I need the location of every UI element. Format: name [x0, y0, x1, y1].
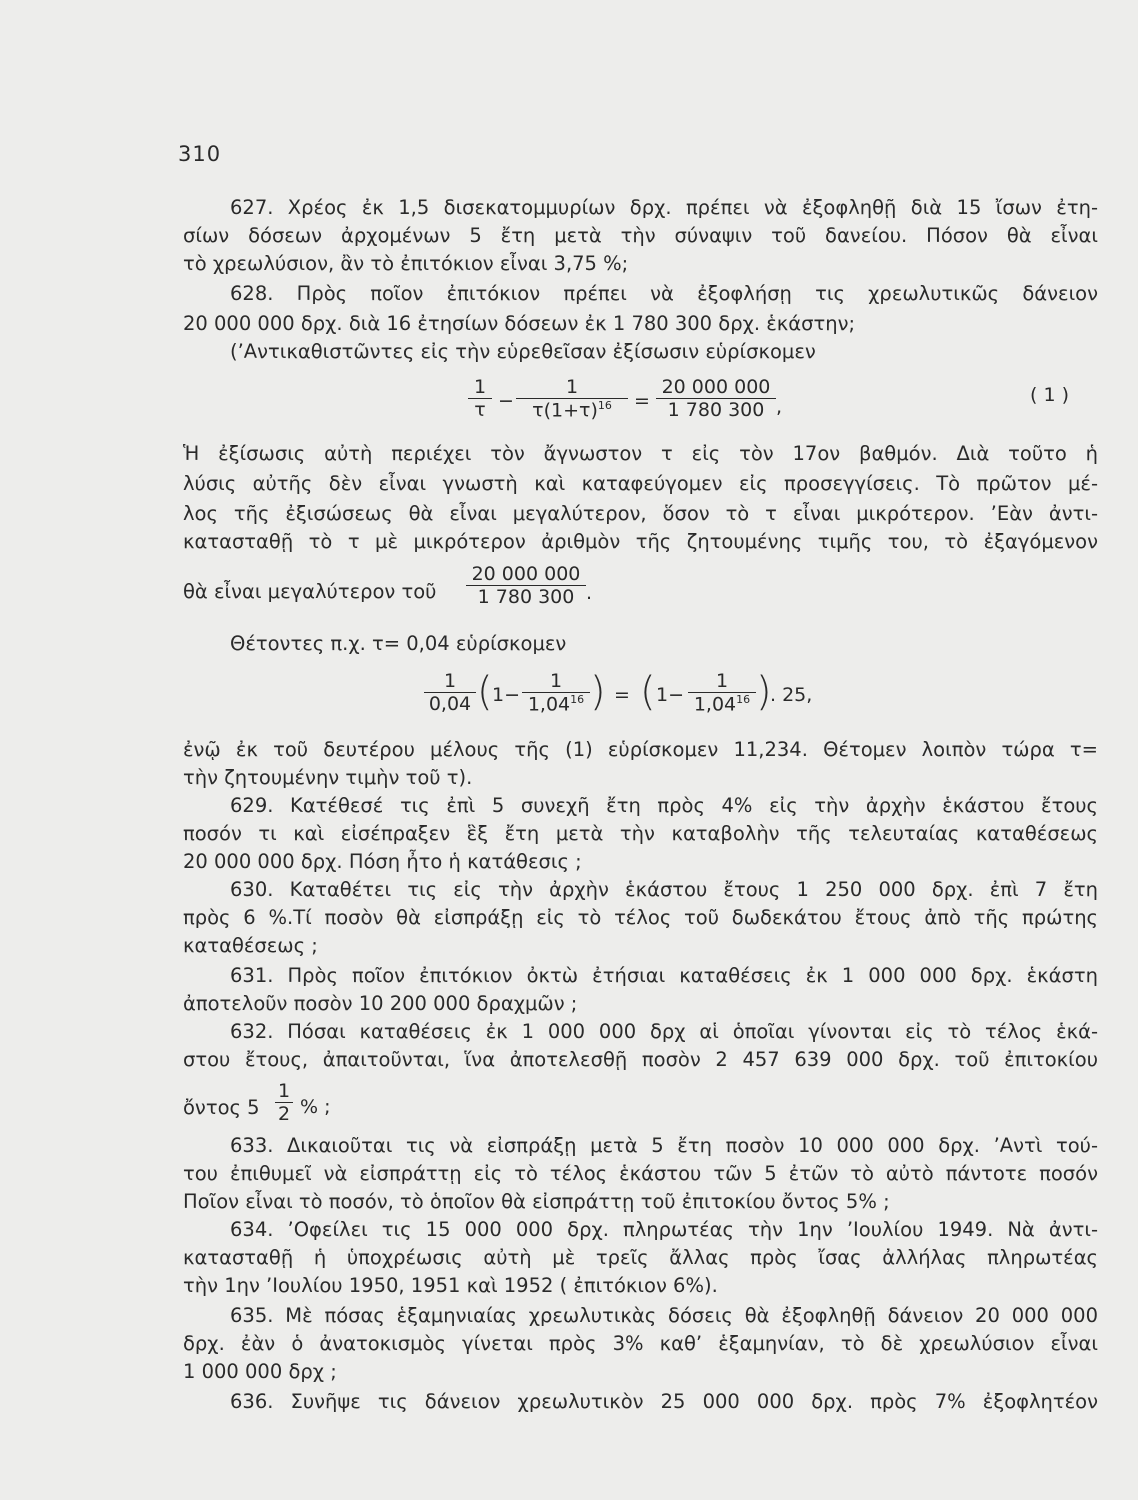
text-line: πρὸς 6 %.Τί ποσὸν θὰ εἰσπράξῃ εἰς τὸ τέλος τοῦ δωδεκάτου ἔτους ἀπὸ τῆς πρώτης	[183, 906, 1098, 929]
text-line: 20 000 000 δρχ. Πόση ἦτο ἡ κατάθεσις ;	[183, 850, 582, 873]
one-minus: 1−	[656, 684, 685, 706]
text-line: 630. Καταθέτει τις εἰς τὴν ἀρχὴν ἑκάστου ἔτους 1 250 000 δρχ. ἐπὶ 7 ἔτη	[230, 878, 1098, 901]
left-paren: (	[640, 669, 656, 715]
text-line: τὸ χρεωλύσιον, ἂν τὸ ἐπιτόκιον εἶναι 3,75 %;	[183, 252, 629, 275]
text-line: 633. Δικαιοῦται τις νὰ εἰσπράξῃ μετὰ 5 ἔτη ποσὸν 10 000 000 δρχ. ’Αντὶ τού-	[230, 1134, 1098, 1157]
text-line: λύσις αὐτῆς δὲν εἶναι γνωστὴ καὶ καταφεύγομεν εἰς προσεγγίσεις. Τὸ πρῶτον μέ-	[183, 472, 1098, 495]
text-line: 627. Χρέος ἐκ 1,5 δισεκατομμυρίων δρχ. πρέπει νὰ ἐξοφληθῇ διὰ 15 ἴσων ἐτη-	[230, 196, 1098, 219]
period: .	[586, 582, 593, 604]
text-line: στου ἔτους, ἀπαιτοῦνται, ἵνα ἀποτελεσθῇ ποσὸν 2 457 639 000 δρχ. τοῦ ἐπιτοκίου	[183, 1048, 1098, 1071]
text-line: τὴν ζητουμένην τιμὴν τοῦ τ).	[183, 766, 473, 789]
page-number: 310	[178, 142, 222, 166]
equals-sign: =	[634, 390, 650, 412]
text-line: Ποῖον εἶναι τὸ ποσόν, τὸ ὁποῖον θὰ εἰσπράττῃ τοῦ ἐπιτοκίου ὄντος 5% ;	[183, 1190, 890, 1213]
equals-sign: =	[614, 684, 630, 706]
text-line: του ἐπιθυμεῖ νὰ εἰσπράττῃ εἰς τὸ τέλος ἑκάστου τῶν 5 ἐτῶν τὸ αὐτὸ πάντοτε ποσόν	[183, 1162, 1098, 1185]
text-line: Θέτοντες π.χ. τ= 0,04 εὑρίσκομεν	[230, 632, 567, 655]
fraction: $\frac{20 000 000}{1 780 300}$	[656, 376, 776, 421]
text-line: σίων δόσεων ἀρχομένων 5 ἔτη μετὰ τὴν σύναψιν τοῦ δανείου. Πόσον θὰ εἶναι	[183, 224, 1098, 247]
text-line: ἀποτελοῦν ποσὸν 10 200 000 δραχμῶν ;	[183, 992, 578, 1015]
text-line: 636. Συνῆψε τις δάνειον χρεωλυτικὸν 25 000 000 δρχ. πρὸς 7% ἐξοφλητέον	[230, 1390, 1098, 1413]
text-line: 635. Μὲ πόσας ἑξαμηνιαίας χρεωλυτικὰς δόσεις θὰ ἐξοφληθῇ δάνειον 20 000 000	[230, 1304, 1098, 1327]
text-line: ἐνῷ ἐκ τοῦ δευτέρου μέλους τῆς (1) εὑρίσκομεν 11,234. Θέτομεν λοιπὸν τώρα τ=	[183, 738, 1098, 761]
one-minus: 1−	[492, 684, 521, 706]
text-line: (’Αντικαθιστῶντες εἰς τὴν εὑρεθεῖσαν ἐξίσωσιν εὑρίσκομεν	[230, 340, 816, 363]
right-paren: )	[590, 669, 606, 715]
percent: % ;	[300, 1096, 331, 1118]
text-line: τὴν 1ην ’Ιουλίου 1950, 1951 καὶ 1952 ( ἐπιτόκιον 6%).	[183, 1274, 718, 1297]
fraction: $\frac{1}{\tau(1+\tau)^{16}}$	[516, 376, 628, 421]
text-prefix: θὰ εἶναι μεγαλύτερον τοῦ	[183, 580, 437, 603]
fraction: $\frac{1}{1,04^{16}}$	[688, 670, 756, 715]
fraction: $\frac{1}{2}$	[275, 1080, 293, 1125]
text-line: 631. Πρὸς ποῖον ἐπιτόκιον ὀκτὼ ἐτήσιαι καταθέσεις ἐκ 1 000 000 δρχ. ἑκάστη	[230, 964, 1098, 987]
text-line: 629. Κατέθεσέ τις ἐπὶ 5 συνεχῆ ἔτη πρὸς 4% εἰς τὴν ἀρχὴν ἑκάστου ἔτους	[230, 794, 1098, 817]
text-line: Ἡ ἐξίσωσις αὐτὴ περιέχει τὸν ἄγνωστον τ εἰς τὸν 17ον βαθμόν. Διὰ τοῦτο ἡ	[183, 442, 1098, 465]
right-paren: )	[756, 669, 772, 715]
text-line: καταθέσεως ;	[183, 934, 318, 957]
text-line: 20 000 000 δρχ. διὰ 16 ἐτησίων δόσεων ἐκ 1 780 300 δρχ. ἑκάστην;	[183, 312, 856, 335]
text-prefix: ὄντος 5	[183, 1096, 260, 1119]
text-line: 632. Πόσαι καταθέσεις ἐκ 1 000 000 δρχ αἱ ὁποῖαι γίνονται εἰς τὸ τέλος ἑκά-	[230, 1020, 1098, 1043]
text-line: 628. Πρὸς ποῖον ἐπιτόκιον πρέπει νὰ ἐξοφλήσῃ τις χρεωλυτικῶς δάνειον	[230, 282, 1098, 305]
tail: . 25,	[770, 684, 813, 706]
text-line: δρχ. ἐὰν ὁ ἀνατοκισμὸς γίνεται πρὸς 3% καθ’ ἑξαμηνίαν, τὸ δὲ χρεωλύσιον εἶναι	[183, 1332, 1098, 1355]
fraction: $\frac{20 000 000}{1 780 300}$	[466, 563, 586, 608]
minus-sign: −	[498, 390, 514, 412]
text-line: 1 000 000 δρχ ;	[183, 1360, 337, 1383]
fraction: $\frac{1}{\tau}$	[468, 376, 492, 421]
text-line: κατασταθῇ ἡ ὑποχρέωσις αὐτὴ μὲ τρεῖς ἄλλας πρὸς ἴσας ἀλλήλας πληρωτέας	[183, 1246, 1098, 1269]
fraction: $\frac{1}{1,04^{16}}$	[522, 670, 590, 715]
text-line: κατασταθῇ τὸ τ μὲ μικρότερον ἀριθμὸν τῆς ζητουμένης τιμῆς του, τὸ ἐξαγόμενον	[183, 530, 1098, 553]
fraction: $\frac{1}{0,04}$	[424, 670, 476, 715]
text-line: λος τῆς ἐξισώσεως θὰ εἶναι μεγαλύτερον, ὅσον τὸ τ εἶναι μικρότερον. ’Εὰν ἀντι-	[183, 502, 1098, 525]
text-line: 634. ’Οφείλει τις 15 000 000 δρχ. πληρωτέας τὴν 1ην ’Ιουλίου 1949. Νὰ ἀντι-	[230, 1218, 1098, 1241]
left-paren: (	[477, 669, 493, 715]
equation-label: ( 1 )	[1030, 384, 1069, 406]
text-line: ποσόν τι καὶ εἰσέπραξεν ἓξ ἔτη μετὰ τὴν καταβολὴν τῆς τελευταίας καταθέσεως	[183, 822, 1098, 845]
comma: ,	[776, 396, 783, 418]
